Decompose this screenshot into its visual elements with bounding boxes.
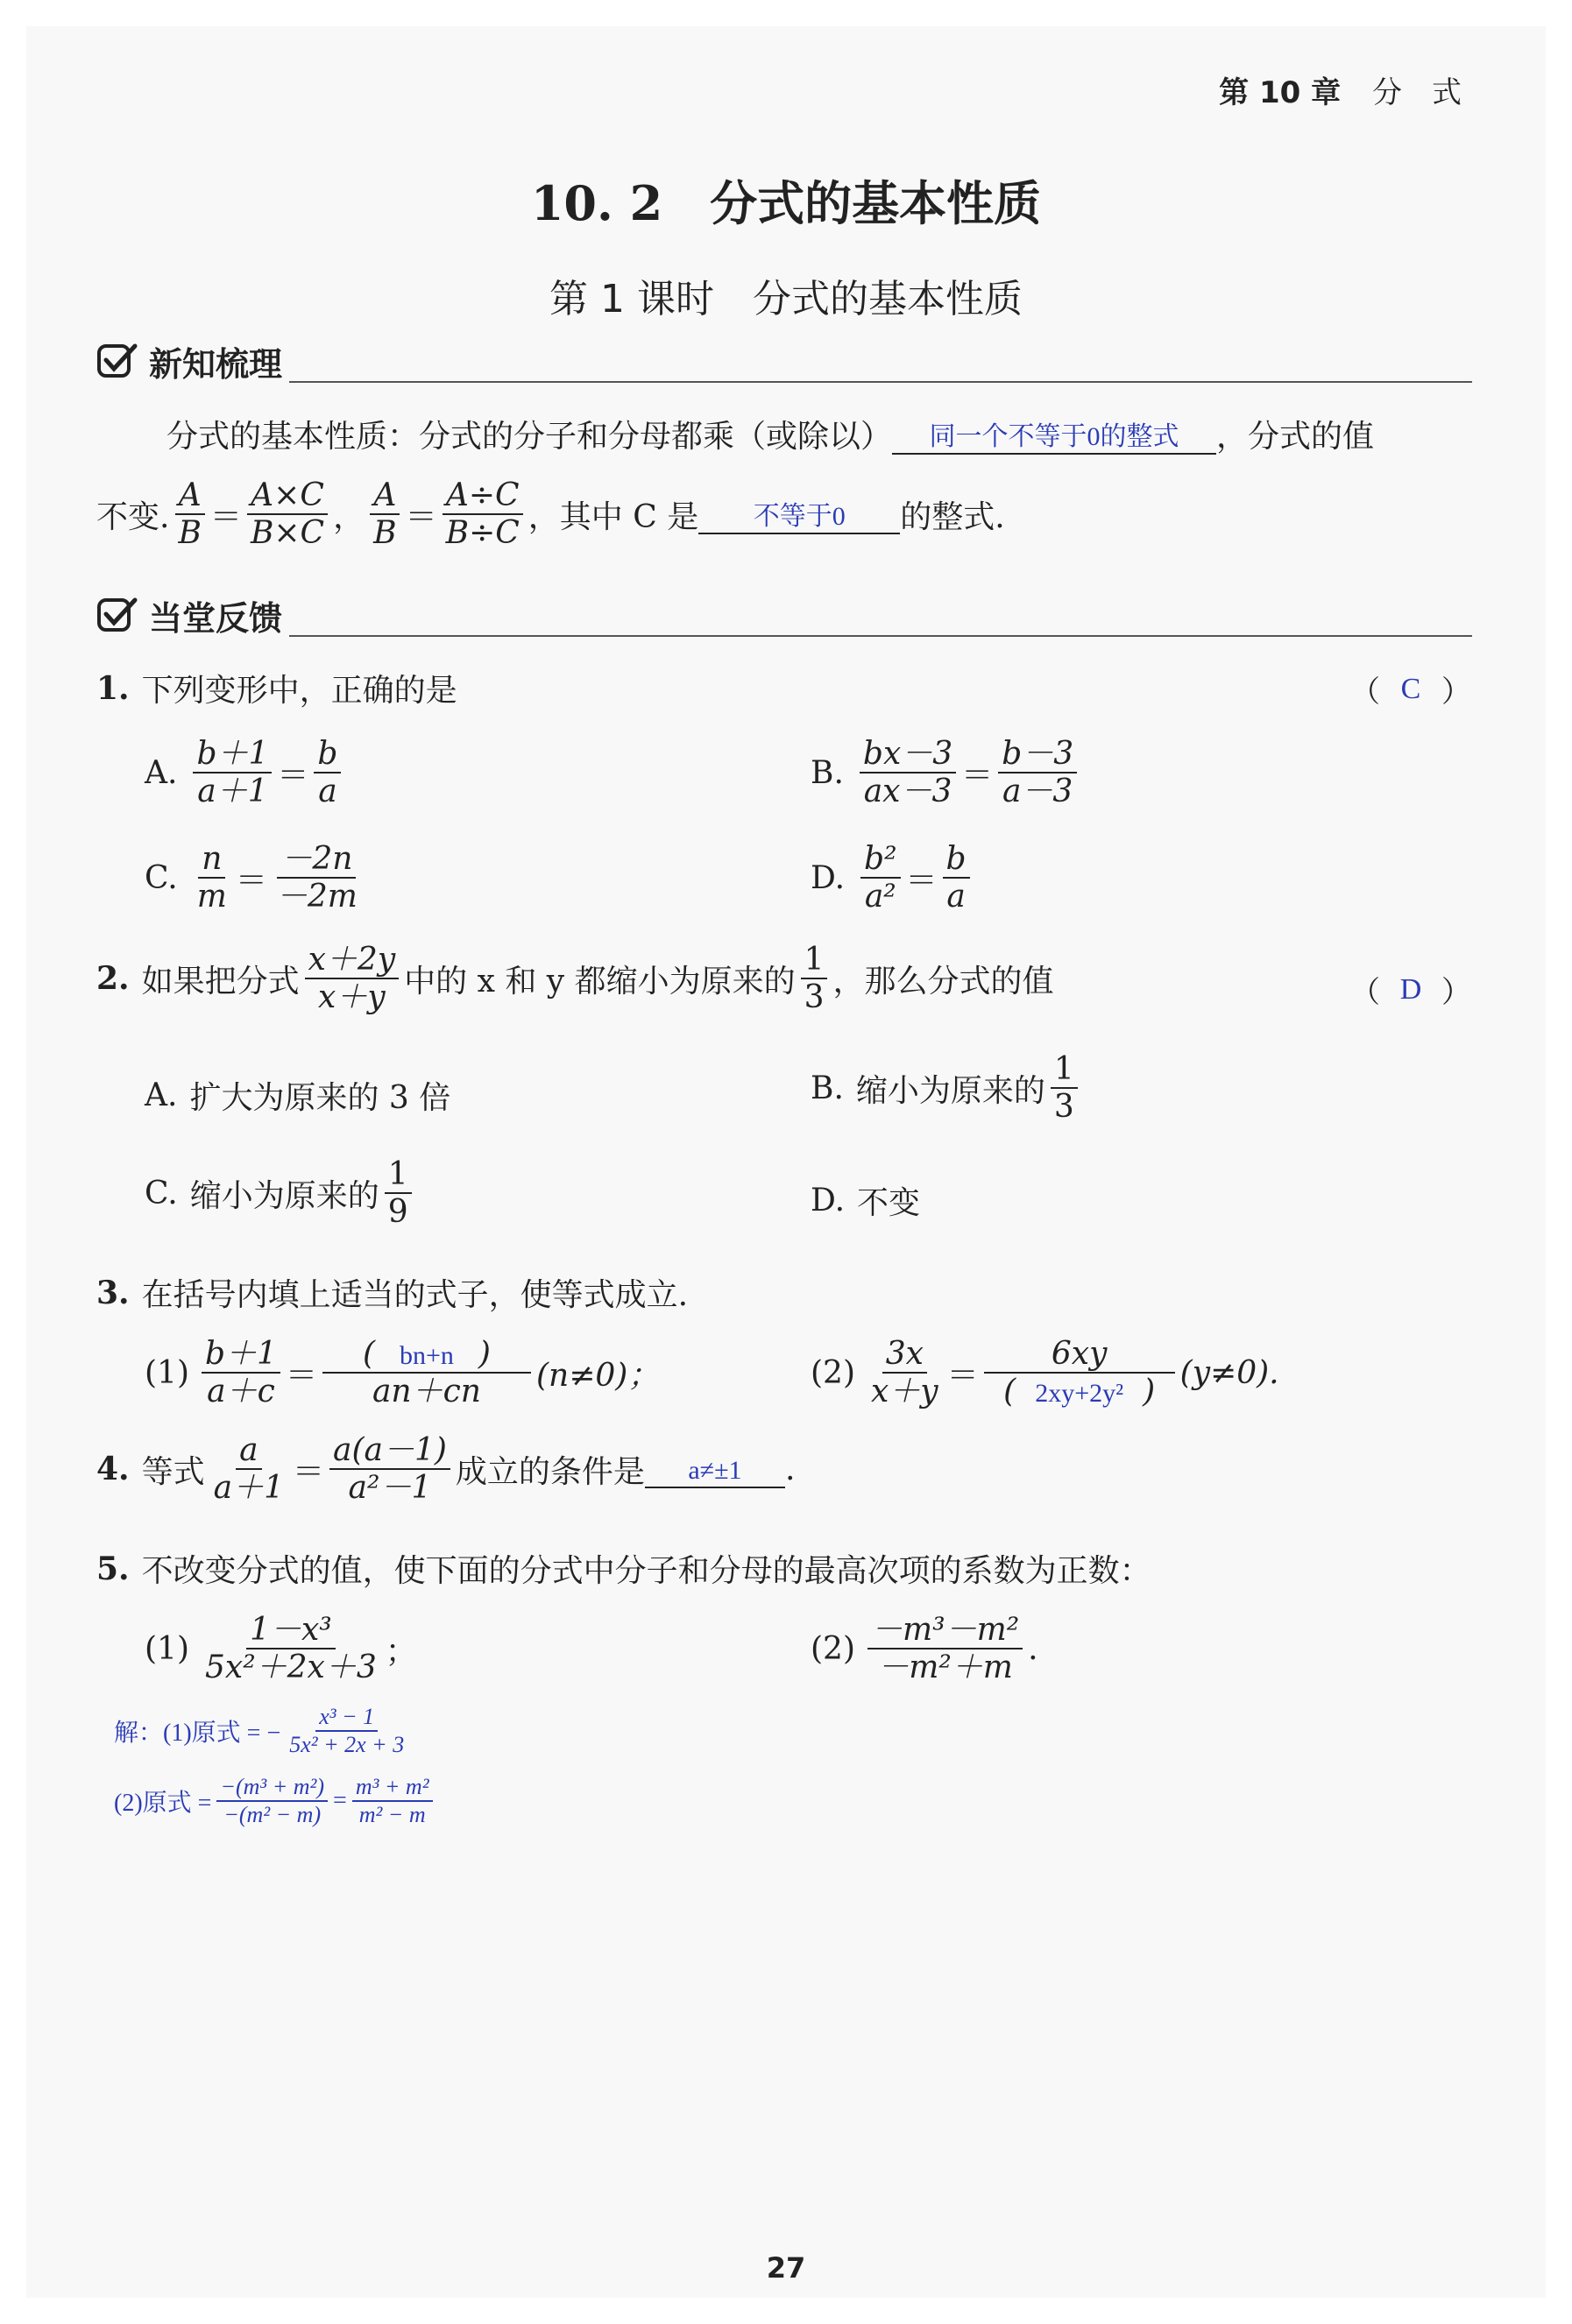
equals-sign: ＝ xyxy=(285,1357,317,1394)
denominator: a xyxy=(318,773,337,810)
question-5 xyxy=(96,1546,1151,1591)
page-subtitle: 第 1 课时 分式的基本性质 xyxy=(549,277,1023,321)
denominator: a²－1 xyxy=(348,1470,432,1507)
denominator: a＋1 xyxy=(197,773,268,810)
denominator: a＋c xyxy=(207,1374,275,1410)
option-text: 不变 xyxy=(857,1185,921,1221)
numerator: A÷C xyxy=(443,477,523,515)
denominator: ax－3 xyxy=(863,773,952,810)
numerator: 1－x³ xyxy=(246,1612,336,1649)
denominator: 5x² + 2x + 3 xyxy=(289,1731,405,1757)
handwritten-answer: C xyxy=(1400,672,1421,705)
equals-sign: ＝ xyxy=(905,862,938,899)
question-stem: 如果把分式 xyxy=(141,963,300,1000)
solution-1 xyxy=(114,1704,413,1758)
theory-text: 不变. xyxy=(96,498,170,535)
solution-text: 解：(1)原式 = − xyxy=(114,1719,281,1747)
fraction xyxy=(174,477,204,552)
question-stem: 等式 xyxy=(141,1453,205,1490)
denominator: x＋y xyxy=(871,1374,938,1410)
check-box-icon xyxy=(96,341,138,383)
question-4 xyxy=(96,1432,795,1507)
q2-option-b xyxy=(811,1051,1083,1126)
numerator: b－3 xyxy=(998,736,1077,773)
page-number: 27 xyxy=(766,2251,806,2285)
part-label: (2) xyxy=(811,1630,855,1667)
section-rule xyxy=(289,381,1472,383)
question-3 xyxy=(96,1270,688,1315)
fraction xyxy=(202,1612,380,1686)
fraction xyxy=(216,1774,328,1828)
numerator: a xyxy=(236,1432,261,1470)
fraction xyxy=(286,1704,407,1758)
page-title: 10. 2 分式的基本性质 xyxy=(530,175,1042,231)
denominator: B÷C xyxy=(445,515,520,552)
answer-numerator: ( bn+n ) xyxy=(322,1336,531,1374)
option-text: 扩大为原来的 3 倍 xyxy=(189,1080,451,1116)
punctuation: . xyxy=(1028,1630,1038,1667)
option-label: C. xyxy=(145,1175,178,1211)
option-label: B. xyxy=(811,1070,844,1106)
answer-denominator: ( 2xy+2y² ) xyxy=(1003,1374,1156,1410)
fraction xyxy=(194,841,230,915)
fraction xyxy=(202,1336,280,1410)
numerator: −(m³ + m²) xyxy=(216,1774,328,1802)
denominator: 9 xyxy=(387,1194,408,1231)
comma: ， xyxy=(333,498,365,535)
handwritten-answer: 2xy+2y² xyxy=(1035,1379,1124,1409)
section-rule xyxy=(289,635,1472,637)
denominator: 5x²＋2x＋3 xyxy=(205,1649,377,1686)
option-label: A. xyxy=(145,1077,178,1113)
equals-sign: ＝ xyxy=(277,757,309,794)
equals-sign: ＝ xyxy=(292,1453,324,1490)
denominator: B xyxy=(178,515,202,552)
chapter-number: 第 10 章 xyxy=(1219,75,1342,110)
equals-sign: ＝ xyxy=(235,862,267,899)
denominator: a² xyxy=(864,879,896,915)
check-box-icon xyxy=(96,595,138,637)
numerator: bx－3 xyxy=(860,736,956,773)
numerator: b＋1 xyxy=(202,1336,280,1374)
section-header-feedback xyxy=(96,591,282,639)
question-number: 5. xyxy=(96,1550,130,1587)
handwritten-answer: 同一个不等于0的整式 xyxy=(929,421,1179,451)
denominator: －2m xyxy=(275,879,358,915)
question-stem: 成立的条件是 xyxy=(455,1453,645,1490)
numerator: a(a－1) xyxy=(329,1432,450,1470)
q3-part-2 xyxy=(811,1336,1279,1410)
fraction xyxy=(329,1432,450,1507)
numerator: b² xyxy=(860,841,900,879)
question-number: 2. xyxy=(96,960,130,998)
denominator: a＋1 xyxy=(213,1470,284,1507)
q3-part-1 xyxy=(145,1336,659,1410)
numerator: 3x xyxy=(882,1336,927,1374)
option-text: 缩小为原来的 xyxy=(855,1072,1045,1109)
solution-2 xyxy=(114,1774,438,1828)
question-number: 3. xyxy=(96,1274,130,1311)
option-text: 缩小为原来的 xyxy=(189,1177,379,1214)
option-label: D. xyxy=(811,859,846,896)
denominator: －m²＋m xyxy=(877,1649,1013,1686)
denominator: an＋cn xyxy=(372,1374,481,1410)
fraction xyxy=(801,942,828,1016)
numerator: 1 xyxy=(801,942,828,979)
fraction xyxy=(867,1612,1023,1686)
option-label: A. xyxy=(145,754,178,791)
denominator: m xyxy=(196,879,227,915)
denominator: B xyxy=(373,515,397,552)
option-label: B. xyxy=(811,754,844,791)
numerator: －m³－m² xyxy=(867,1612,1023,1649)
answer-blank-4 xyxy=(645,1451,785,1488)
equals-sign: ＝ xyxy=(209,498,242,535)
fraction xyxy=(273,841,361,915)
punctuation: ； xyxy=(385,1633,417,1670)
question-stem: 在括号内填上适当的式子，使等式成立. xyxy=(141,1277,689,1313)
denominator: −(m² − m) xyxy=(223,1801,322,1827)
answer-blank-1 xyxy=(892,414,1216,455)
chapter-title: 分 式 xyxy=(1372,75,1462,110)
section-title: 当堂反馈 xyxy=(149,599,283,638)
part-label: (2) xyxy=(811,1354,855,1391)
question-stem: 中的 x 和 y 都缩小为原来的 xyxy=(404,963,796,1000)
theory-text: 的整式. xyxy=(900,498,1005,535)
question-stem: 下列变形中，正确的是 xyxy=(141,673,457,709)
section-title: 新知梳理 xyxy=(149,345,283,384)
fraction xyxy=(352,1774,433,1828)
handwritten-answer: 不等于0 xyxy=(753,502,846,532)
numerator: －2n xyxy=(277,841,356,879)
numerator: x＋2y xyxy=(305,942,400,979)
fraction xyxy=(370,477,400,552)
fraction xyxy=(984,1336,1175,1410)
fraction xyxy=(443,477,523,552)
equals-sign: ＝ xyxy=(405,498,437,535)
equals-sign: ＝ xyxy=(946,1357,979,1394)
denominator: 3 xyxy=(1053,1089,1074,1126)
q2-option-c xyxy=(145,1156,417,1231)
equals-sign: ＝ xyxy=(961,757,994,794)
question-number: 1. xyxy=(96,669,130,707)
condition: (n≠0)； xyxy=(535,1357,660,1394)
question-stem: 不改变分式的值，使下面的分式中分子和分母的最高次项的系数为正数： xyxy=(141,1553,1151,1589)
numerator: b xyxy=(943,841,970,879)
fraction xyxy=(943,841,970,915)
handwritten-answer: a≠±1 xyxy=(688,1455,742,1485)
page xyxy=(26,26,1546,2298)
punctuation: . xyxy=(784,1451,796,1487)
denominator: a－3 xyxy=(1002,773,1073,810)
theory-text: 分式的基本性质：分式的分子和分母都乘（或除以） xyxy=(166,419,893,455)
numerator: m³ + m² xyxy=(352,1774,433,1802)
fraction xyxy=(998,736,1077,810)
handwritten-answer: bn+n xyxy=(400,1341,454,1370)
q2-option-a xyxy=(145,1073,450,1118)
answer-paren-1: （ C ） xyxy=(1350,672,1471,710)
question-1 xyxy=(96,666,457,710)
part-label: (1) xyxy=(145,1354,189,1391)
fraction xyxy=(860,736,956,810)
section-header-new-knowledge xyxy=(96,337,282,385)
q1-option-d xyxy=(811,841,975,915)
numerator: 6xy xyxy=(984,1336,1175,1374)
fraction xyxy=(247,477,328,552)
denominator: a xyxy=(946,879,966,915)
q1-option-b xyxy=(811,736,1082,810)
fraction xyxy=(314,736,341,810)
numerator: x³ − 1 xyxy=(315,1704,378,1732)
theory-text: ，分式的值 xyxy=(1216,419,1375,455)
numerator: A xyxy=(370,477,400,515)
fraction xyxy=(193,736,272,810)
q5-part-2 xyxy=(811,1612,1038,1686)
numerator: b＋1 xyxy=(193,736,272,773)
theory-line-1 xyxy=(166,412,1374,456)
numerator: A xyxy=(175,477,205,515)
answer-paren-2: （ D ） xyxy=(1350,972,1471,1010)
solution-text: (2)原式 = xyxy=(114,1789,212,1817)
fraction xyxy=(385,1156,412,1231)
part-label: (1) xyxy=(145,1630,189,1667)
numerator: b xyxy=(314,736,341,773)
numerator: A×C xyxy=(247,477,328,515)
handwritten-answer: D xyxy=(1399,972,1422,1006)
condition: (y≠0). xyxy=(1179,1354,1279,1391)
numerator: n xyxy=(198,841,225,879)
fraction xyxy=(1051,1051,1078,1126)
denominator: 3 xyxy=(804,979,825,1016)
equals-sign: = xyxy=(333,1786,347,1814)
theory-line-2 xyxy=(96,477,1005,552)
fraction xyxy=(305,942,400,1016)
option-label: C. xyxy=(145,859,178,896)
fraction xyxy=(210,1432,287,1507)
numerator: 1 xyxy=(385,1156,412,1194)
denominator: m² − m xyxy=(358,1801,426,1827)
denominator: B×C xyxy=(250,515,325,552)
numerator: 1 xyxy=(1051,1051,1078,1089)
answer-blank-2 xyxy=(698,494,900,534)
fraction xyxy=(860,841,900,915)
q5-part-1 xyxy=(145,1612,417,1686)
question-2 xyxy=(96,942,1054,1016)
fraction xyxy=(322,1336,531,1410)
option-label: D. xyxy=(811,1183,846,1219)
denominator: x＋y xyxy=(318,979,386,1016)
q2-option-d xyxy=(811,1178,920,1223)
fraction xyxy=(867,1336,942,1410)
chapter-header xyxy=(1219,68,1462,111)
q1-option-c xyxy=(145,841,366,915)
q1-option-a xyxy=(145,736,346,810)
question-stem: ，那么分式的值 xyxy=(832,963,1054,1000)
theory-text: ，其中 C 是 xyxy=(528,498,699,535)
question-number: 4. xyxy=(96,1451,130,1488)
